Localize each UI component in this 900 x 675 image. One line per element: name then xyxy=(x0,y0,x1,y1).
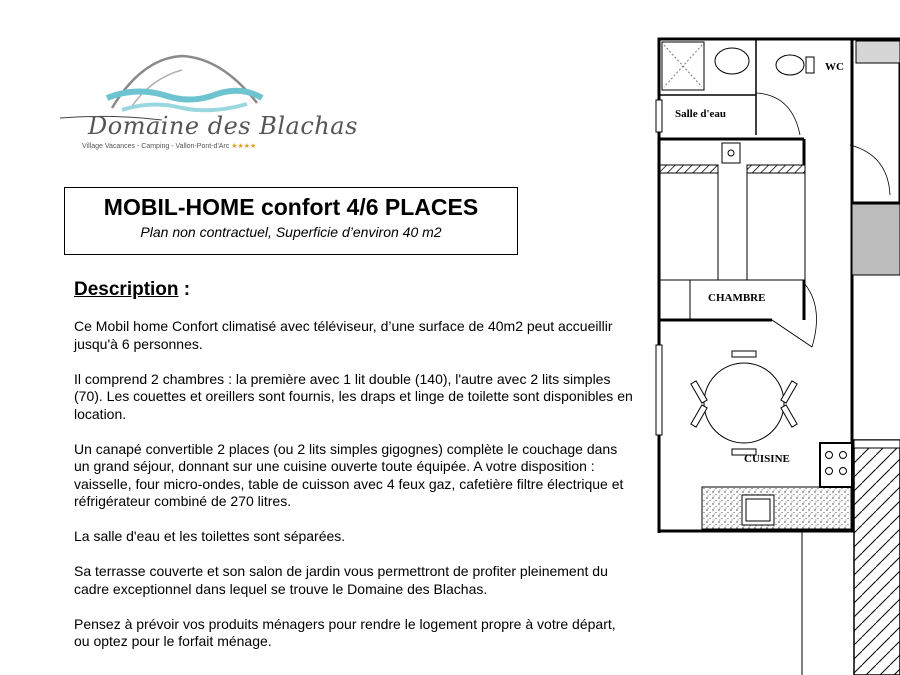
rating-stars: ★★★★ xyxy=(231,143,257,150)
domaine-logo xyxy=(52,48,358,160)
title-box xyxy=(64,187,518,255)
room-label-bedroom: CHAMBRE xyxy=(708,292,766,304)
room-label-wc: WC xyxy=(825,61,844,73)
floor-plan-drawing xyxy=(652,35,900,675)
room-label-bathroom: Salle d'eau xyxy=(675,108,727,120)
description-paragraph: Sa terrasse couverte et son salon de jardin vous permettront de profiter pleinement du cadre exceptionnel dans lequel se trouve le Domaine des Blachas. xyxy=(74,563,608,597)
description-heading-colon: : xyxy=(178,279,191,300)
description-paragraph: Il comprend 2 chambres : la première avec 1 lit double (140), l'autre avec 2 lits simples (70). Les couettes et oreillers sont fournis, les draps et linge de toilette sont disponibles en location. xyxy=(74,370,633,422)
description-paragraph: Pensez à prévoir vos produits ménagers pour rendre le logement propre à votre départ, ou optez pour le forfait ménage. xyxy=(74,615,616,649)
page-title: MOBIL-HOME confort 4/6 PLACES xyxy=(103,194,479,220)
description-heading xyxy=(74,279,190,301)
description-paragraph: Ce Mobil home Confort climatisé avec téléviseur, d’une surface de 40m2 peut accueillir jusqu'à 6 personnes. xyxy=(74,318,613,352)
logo-name: Domaine des Blachas xyxy=(88,112,358,140)
floor-plan xyxy=(652,35,900,675)
description-heading-text: Description xyxy=(74,279,179,300)
logo-tagline-text: Village Vacances - Camping - Vallon-Pont-d'Arc xyxy=(82,143,230,150)
logo-tagline xyxy=(82,142,256,150)
description-paragraph: Un canapé convertible 2 places (ou 2 lits simples gigognes) complète le couchage dans un grand séjour, donnant sur une cuisine ouverte toute équipée. A votre disposition : vaisselle, four micro-ondes, table de cuisson avec 4 feux gaz, cafetière filtre électrique et réfrigérateur combiné de 270 litres. xyxy=(74,440,624,509)
description-paragraph: La salle d'eau et les toilettes sont séparées. xyxy=(74,528,346,544)
description-body xyxy=(74,318,634,668)
room-label-kitchen: CUISINE xyxy=(744,453,790,465)
page-subtitle: Plan non contractuel, Superficie d’environ 40 m2 xyxy=(140,224,442,240)
